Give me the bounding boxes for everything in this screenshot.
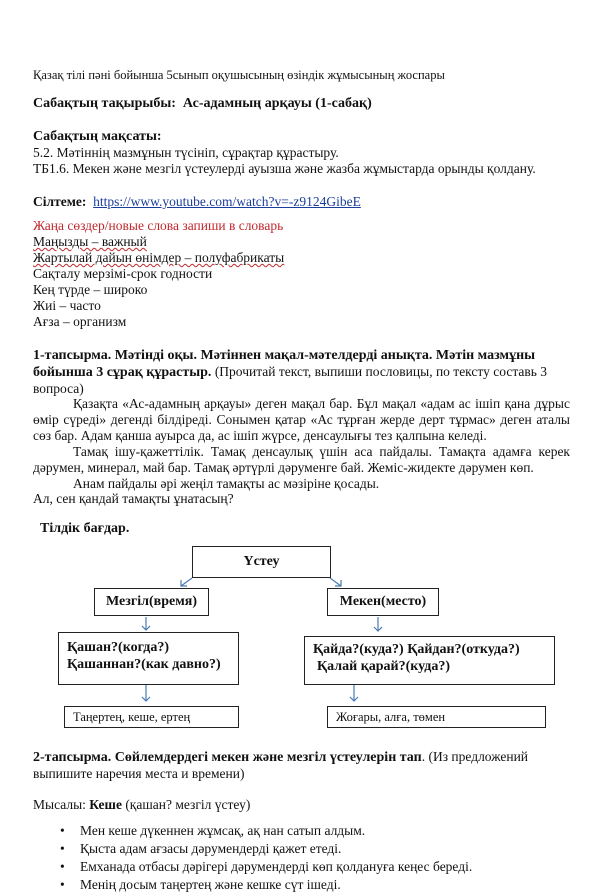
diagram-time-questions: Қашан?(когда?) Қашаннан?(как давно?): [58, 632, 239, 685]
vocab-item: Жартылай дайын өнімдер – полуфабрикаты: [33, 250, 285, 265]
arrow-icon: [142, 685, 150, 701]
diagram-title: Тілдік бағдар.: [40, 521, 130, 536]
task2-example: Мысалы: Кеше (қашан? мезгіл үстеу): [33, 797, 251, 812]
diagram-place-box: Мекен(место): [327, 588, 439, 616]
task2-item: Мен кеше дүкеннен жұмсақ, ақ нан сатып алдым.: [80, 823, 366, 838]
task2-title: 2-тапсырма. Сөйлемдердегі мекен және мезгіл үстеулерін тап. (Из предложений выпишите наречия места и времени): [33, 749, 529, 781]
task1-question: Ал, сен қандай тамақты ұнатасың?: [33, 491, 234, 506]
vocab-item: Ағза – организм: [33, 314, 127, 329]
vocab-item: Жиі – часто: [33, 298, 101, 313]
diagram-place-questions: Қайда?(куда?) Қайдан?(откуда?) Қалай қарай?(куда?): [304, 636, 555, 685]
vocab-title: Жаңа сөздер/новые слова запиши в словарь: [33, 218, 284, 233]
task2-item: Менің досым таңертең және кешке сүт ішеді.: [80, 877, 341, 892]
task1-title: 1-тапсырма. Мәтінді оқы. Мәтіннен мақал-мәтелдерді анықта. Мәтін мазмұны бойынша 3 сұрақ құрастыр. (Прочитай текст, выпиши пословицы, по тексту составь 3 вопроса): [33, 348, 548, 396]
vocab-item: Сақталу мерзімі-срок годности: [33, 266, 213, 281]
reference-link[interactable]: https://www.youtube.com/watch?v=-z9124GibeE: [93, 194, 361, 209]
arrow-icon: [374, 617, 382, 631]
bullet-icon: •: [60, 859, 65, 874]
task2-item: Қыста адам ағзасы дәрумендерді қажет етеді.: [80, 841, 342, 856]
goal-item: ТБ1.6. Мекен және мезгіл үстеулерді ауызша және жазба жұмыстарда орынды қолдану.: [33, 161, 536, 176]
arrow-icon: [350, 685, 358, 701]
arrow-icon: [181, 578, 192, 586]
task2-item: Емханада отбасы дәрігері дәрумендерді көп қолдануға кеңес береді.: [80, 859, 473, 874]
goal-item: 5.2. Мәтіннің мазмұнын түсініп, сұрақтар құрастыру.: [33, 145, 339, 160]
document-header: Қазақ тілі пәні бойынша 5сынып оқушысының өзіндік жұмысының жоспары: [33, 68, 445, 82]
diagram-root-box: Үстеу: [192, 546, 331, 578]
vocab-item: Маңызды – важный: [33, 234, 147, 249]
arrow-icon: [330, 578, 341, 586]
arrow-icon: [142, 617, 150, 630]
topic-value: Ас-адамның арқауы (1-сабақ): [182, 96, 372, 111]
vocab-item: Кең түрде – широко: [33, 282, 148, 297]
diagram-time-box: Мезгіл(время): [94, 588, 209, 616]
goals-label: Сабақтың мақсаты:: [33, 129, 162, 144]
bullet-icon: •: [60, 841, 65, 856]
task1-paragraph: Қазақта «Ас-адамның арқауы» деген мақал бар. Бұл мақал «адам ас ішіп қана дұрыс өмір сүреді» дегенді білдіреді. Сонымен қатар «Ас тұрған жерде дерт тұрмас» деген аталы сөз бар. Адам қанша ауырса да, ас ішіп жүрсе, денсаулығы тез қалпына келеді.: [33, 396, 570, 443]
reference-label: Сілтеме:: [33, 194, 87, 209]
bullet-icon: •: [60, 877, 65, 892]
diagram-time-examples: Таңертең, кеше, ертең: [64, 706, 239, 728]
diagram-place-examples: Жоғары, алға, төмен: [327, 706, 546, 728]
bullet-icon: •: [60, 823, 65, 838]
task1-paragraph: Анам пайдалы әрі жеңіл тамақты ас мәзіріне қосады.: [73, 476, 380, 491]
topic-label: Сабақтың тақырыбы:: [33, 96, 176, 111]
task1-paragraph: Тамақ ішу-қажеттілік. Тамақ денсаулық үшін аса пайдалы. Тамақта адамға керек дәрумен, минерал, май бар. Тамақ әртүрлі дәруменге бай. Жеміс-жидекте дәрумен көп.: [33, 444, 570, 475]
